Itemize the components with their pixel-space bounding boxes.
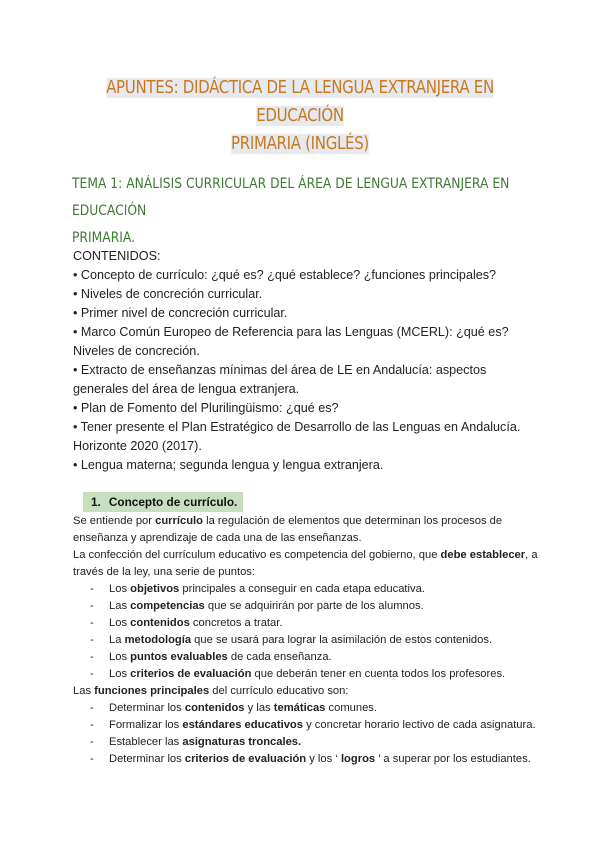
definition-paragraph: Se entiende por currículo la regulación de elementos que determinan los procesos de enseñanza y aprendizaje de cada una de las enseñanzas. <box>73 515 503 544</box>
curriculum-point: - Los criterios de evaluación que deberán tener en cuenta todos los profesores. <box>90 668 506 680</box>
contenidos-list <box>73 247 533 475</box>
section-1-title: Concepto de currículo. <box>108 495 238 509</box>
contenidos-heading: CONTENIDOS: <box>73 249 161 263</box>
contenidos-item: • Plan de Fomento del Plurilingüismo: ¿qué es? <box>73 401 339 415</box>
document-title-line-2: PRIMARIA (INGLÉS) <box>231 134 369 154</box>
function-item: - Establecer las asignaturas troncales. <box>90 736 302 748</box>
section-1-number: 1. <box>91 495 101 509</box>
tema-heading-line-2: PRIMARIA. <box>72 230 136 246</box>
tema-heading <box>72 171 531 252</box>
document-title <box>94 74 507 158</box>
contenidos-item: • Extracto de enseñanzas mínimas del área de LE en Andalucía: aspectos generales del área de lengua extranjera. <box>73 363 487 396</box>
contenidos-item: • Concepto de currículo: ¿qué es? ¿qué establece? ¿funciones principales? <box>73 268 497 282</box>
section-1-body <box>73 513 543 768</box>
curriculum-point: - Las competencias que se adquirirán por parte de los alumnos. <box>90 600 424 612</box>
section-1-heading <box>83 492 243 512</box>
contenidos-item: • Primer nivel de concreción curricular. <box>73 306 288 320</box>
function-item: - Formalizar los estándares educativos y concretar horario lectivo de cada asignatura. <box>90 719 536 731</box>
functions-paragraph: Las funciones principales del currículo educativo son: <box>73 685 349 697</box>
curriculum-point: - Los puntos evaluables de cada enseñanza. <box>90 651 332 663</box>
contenidos-item: • Marco Común Europeo de Referencia para las Lenguas (MCERL): ¿qué es? Niveles de concreción. <box>73 325 509 358</box>
competence-paragraph: La confección del currículum educativo es competencia del gobierno, que debe establecer, a través de la ley, una serie de puntos: <box>73 549 538 578</box>
curriculum-point: - Los contenidos concretos a tratar. <box>90 617 283 629</box>
functions-list <box>73 700 543 768</box>
function-item: - Determinar los contenidos y las temáticas comunes. <box>90 702 378 714</box>
contenidos-item: • Tener presente el Plan Estratégico de Desarrollo de las Lenguas en Andalucía. Horizonte 2020 (2017). <box>73 420 521 453</box>
function-item: - Determinar los criterios de evaluación y los ‘ logros ’ a superar por los estudiantes. <box>90 753 531 765</box>
curriculum-point: - La metodología que se usará para lograr la asimilación de estos contenidos. <box>90 634 493 646</box>
curriculum-points-list <box>73 581 543 683</box>
document-title-line-1: APUNTES: DIDÁCTICA DE LA LENGUA EXTRANJERA EN EDUCACIÓN <box>106 78 494 126</box>
curriculum-point: - Los objetivos principales a conseguir en cada etapa educativa. <box>90 583 425 595</box>
tema-heading-line-1: TEMA 1: ANÁLISIS CURRICULAR DEL ÁREA DE LENGUA EXTRANJERA EN EDUCACIÓN <box>72 176 510 219</box>
contenidos-item: • Niveles de concreción curricular. <box>73 287 263 301</box>
contenidos-item: • Lengua materna; segunda lengua y lengua extranjera. <box>73 458 384 472</box>
